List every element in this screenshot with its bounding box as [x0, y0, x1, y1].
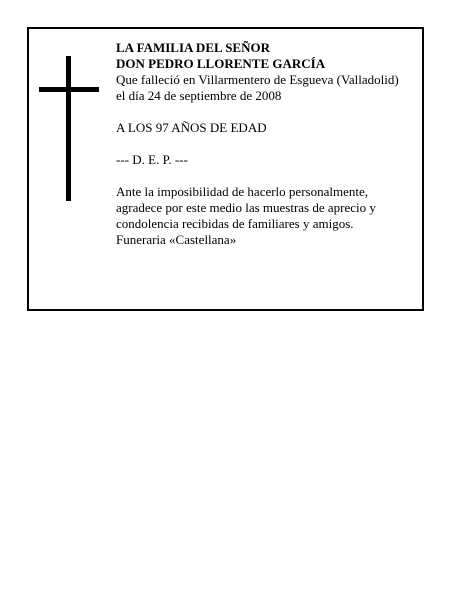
notice-text: [116, 40, 421, 248]
header-family: LA FAMILIA DEL SEÑOR: [116, 40, 270, 55]
death-date: el día 24 de septiembre de 2008: [116, 88, 282, 103]
latin-cross-icon: [39, 56, 99, 201]
rip-line: --- D. E. P. ---: [116, 152, 188, 167]
cross-horizontal-bar: [39, 87, 99, 92]
thanks-line-1: Ante la imposibilidad de hacerlo personalmente,: [116, 184, 368, 199]
thanks-line-3: condolencia recibidas de familiares y amigos.: [116, 216, 354, 231]
funeral-home: Funeraria «Castellana»: [116, 232, 237, 247]
cross-vertical-bar: [66, 56, 71, 201]
age-line: A LOS 97 AÑOS DE EDAD: [116, 120, 267, 135]
thanks-line-2: agradece por este medio las muestras de aprecio y: [116, 200, 376, 215]
death-place: Que falleció en Villarmentero de Esgueva (Valladolid): [116, 72, 399, 87]
obituary-notice: [27, 27, 424, 311]
header-deceased-name: DON PEDRO LLORENTE GARCÍA: [116, 56, 326, 71]
